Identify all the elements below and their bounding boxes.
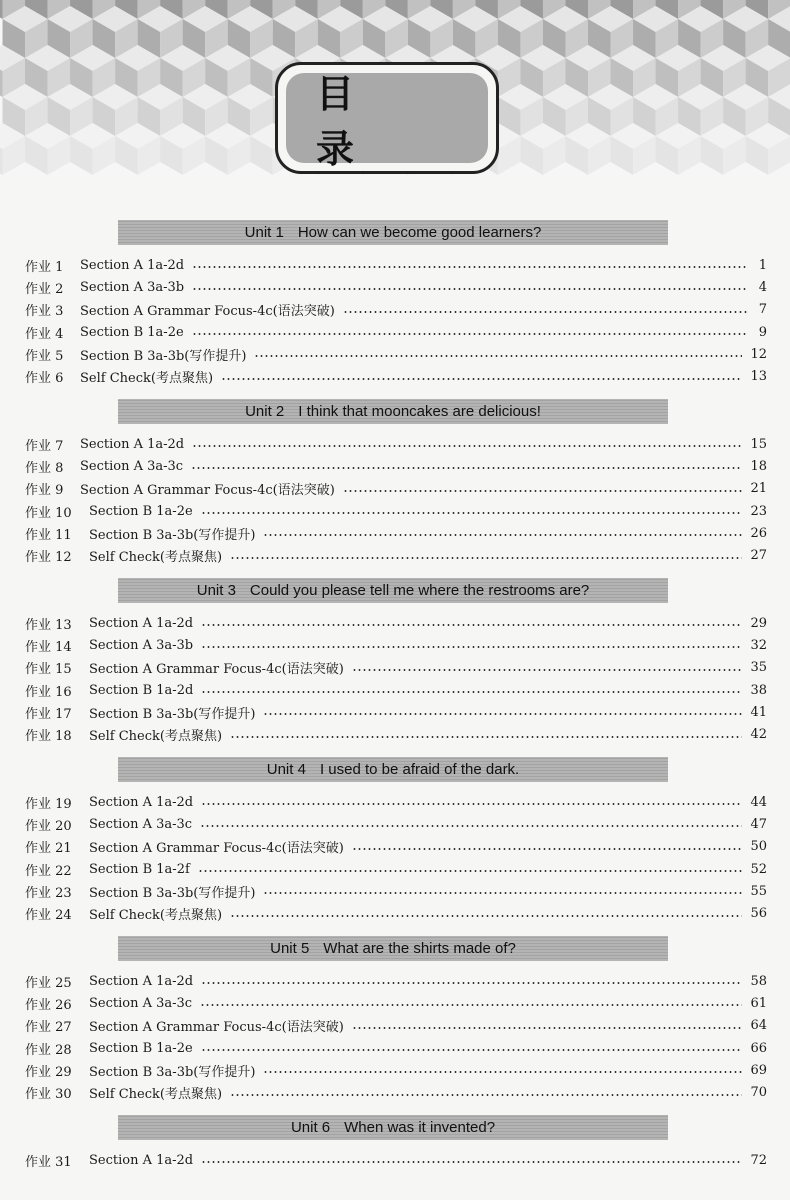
assignment-label: 作业 9 [25, 483, 64, 499]
assignment-label: 作业 1 [25, 259, 64, 275]
toc-entry[interactable] [25, 679, 767, 701]
dot-leader [254, 355, 742, 357]
toc-entry[interactable] [25, 522, 767, 544]
section-title: Section B 1a-2e [89, 503, 193, 519]
assignment-label: 作业 18 [25, 729, 72, 745]
assignment-label: 作业 13 [25, 617, 72, 633]
dot-leader [201, 803, 742, 805]
section-title: Section A Grammar Focus-4c(语法突破) [89, 1020, 344, 1036]
toc-entry[interactable] [25, 992, 767, 1014]
assignment-label: 作业 21 [25, 841, 72, 857]
assignment-label: 作业 29 [25, 1064, 72, 1080]
page-number: 9 [758, 324, 767, 340]
assignment-label: 作业 12 [25, 550, 72, 566]
unit-number: Unit 2 [245, 403, 285, 420]
assignment-label: 作业 22 [25, 863, 72, 879]
page-number: 42 [750, 727, 767, 743]
dot-leader [201, 1161, 742, 1163]
page-number: 66 [750, 1040, 767, 1056]
page-number: 12 [750, 346, 767, 362]
section-title: Section B 1a-2e [80, 324, 184, 340]
toc-entry[interactable] [25, 545, 767, 567]
section-title: Self Check(考点聚焦) [89, 729, 223, 745]
dot-leader [343, 311, 747, 313]
assignment-label: 作业 15 [25, 662, 72, 678]
assignment-label: 作业 11 [25, 527, 72, 543]
toc-entry[interactable] [25, 343, 767, 365]
page-number: 58 [750, 973, 767, 989]
page-number: 47 [750, 816, 767, 832]
assignment-label: 作业 31 [25, 1154, 72, 1170]
toc-entry[interactable] [25, 478, 767, 500]
toc-entry[interactable] [25, 276, 767, 298]
page-number: 1 [758, 257, 767, 273]
section-title: Section A 1a-2d [89, 1152, 194, 1168]
section-title: Section A Grammar Focus-4c(语法突破) [89, 662, 344, 678]
toc-entry[interactable] [25, 858, 767, 880]
dot-leader [201, 691, 742, 693]
page-number: 41 [750, 704, 767, 720]
dot-leader [263, 713, 742, 715]
assignment-label: 作业 7 [25, 438, 64, 454]
assignment-label: 作业 26 [25, 997, 72, 1013]
assignment-label: 作业 17 [25, 706, 72, 722]
assignment-label: 作业 5 [25, 348, 64, 364]
dot-leader [201, 1049, 743, 1051]
unit-number: Unit 5 [270, 940, 310, 957]
assignment-label: 作业 2 [25, 281, 64, 297]
dot-leader [230, 736, 742, 738]
section-title: Section A Grammar Focus-4c(语法突破) [80, 483, 335, 499]
toc-entry[interactable] [25, 634, 767, 656]
section-title: Section B 1a-2f [89, 861, 190, 877]
section-title: Section A 1a-2d [80, 257, 185, 273]
dot-leader [230, 915, 742, 917]
page-number: 21 [750, 481, 767, 497]
unit-number: Unit 1 [244, 224, 284, 241]
assignment-label: 作业 25 [25, 975, 72, 991]
dot-leader [263, 534, 742, 536]
dot-leader [230, 557, 742, 559]
section-title: Self Check(考点聚焦) [80, 371, 214, 387]
section-title: Section A 1a-2d [80, 436, 185, 452]
assignment-label: 作业 30 [25, 1087, 72, 1103]
section-title: Section A 3a-3c [89, 995, 193, 1011]
section-title: Section A 1a-2d [89, 615, 194, 631]
page-number: 13 [750, 369, 767, 385]
toc-entry[interactable] [25, 836, 767, 858]
page-number: 27 [750, 548, 767, 564]
toc-entry[interactable] [25, 1082, 767, 1104]
dot-leader [352, 848, 743, 850]
toc-entry[interactable] [25, 1037, 767, 1059]
dot-leader [192, 266, 747, 268]
unit-header [118, 578, 668, 603]
toc-entry[interactable] [25, 724, 767, 746]
assignment-label: 作业 4 [25, 326, 64, 342]
assignment-label: 作业 27 [25, 1020, 72, 1036]
toc-entry[interactable] [25, 433, 767, 455]
section-title: Section A 3a-3b [89, 637, 194, 653]
dot-leader [192, 333, 747, 335]
dot-leader [201, 512, 743, 514]
page-number: 32 [750, 637, 767, 653]
dot-leader [343, 490, 743, 492]
unit-header [118, 936, 668, 961]
page-number: 61 [750, 995, 767, 1011]
toc-entry[interactable] [25, 254, 767, 276]
assignment-label: 作业 20 [25, 818, 72, 834]
section-title: Section A 1a-2d [89, 794, 194, 810]
assignment-label: 作业 19 [25, 796, 72, 812]
dot-leader [192, 288, 747, 290]
dot-leader [200, 825, 742, 827]
assignment-label: 作业 10 [25, 505, 72, 521]
page-number: 64 [750, 1018, 767, 1034]
page-number: 44 [750, 794, 767, 810]
toc-entry[interactable] [25, 612, 767, 634]
toc-entry[interactable] [25, 903, 767, 925]
section-title: Section A 1a-2d [89, 973, 194, 989]
section-title: Self Check(考点聚焦) [89, 1087, 223, 1103]
toc-entry[interactable] [25, 791, 767, 813]
page-number: 38 [750, 682, 767, 698]
dot-leader [191, 467, 742, 469]
toc-entry[interactable] [25, 701, 767, 723]
toc-entry[interactable] [25, 366, 767, 388]
assignment-label: 作业 8 [25, 460, 64, 476]
assignment-label: 作业 28 [25, 1042, 72, 1058]
dot-leader [230, 1094, 742, 1096]
unit-title: What are the shirts made of? [323, 940, 516, 957]
dot-leader [352, 1027, 743, 1029]
assignment-label: 作业 14 [25, 639, 72, 655]
page-number: 26 [750, 525, 767, 541]
assignment-label: 作业 6 [25, 371, 64, 387]
dot-leader [352, 669, 743, 671]
assignment-label: 作业 23 [25, 885, 72, 901]
section-title: Section B 3a-3b(写作提升) [89, 885, 256, 901]
unit-title: I think that mooncakes are delicious! [298, 403, 541, 420]
unit-number: Unit 4 [266, 761, 306, 778]
page-number: 18 [750, 458, 767, 474]
dot-leader [201, 624, 742, 626]
toc-entry[interactable] [25, 970, 767, 992]
page-number: 4 [758, 279, 767, 295]
unit-header [118, 220, 668, 245]
unit-number: Unit 6 [290, 1119, 331, 1136]
toc-entry[interactable] [25, 813, 767, 835]
page-title: 目 录 [316, 72, 385, 171]
toc-entry[interactable] [25, 657, 767, 679]
toc-entry[interactable] [25, 880, 767, 902]
page-number: 29 [750, 615, 767, 631]
toc-entry[interactable] [25, 321, 767, 343]
assignment-label: 作业 24 [25, 908, 72, 924]
dot-leader [263, 892, 742, 894]
unit-title: How can we become good learners? [297, 224, 542, 241]
toc-entry[interactable] [25, 1059, 767, 1081]
page-number: 69 [750, 1062, 767, 1078]
section-title: Section B 1a-2e [89, 1040, 193, 1056]
dot-leader [221, 378, 742, 380]
page-number: 70 [750, 1085, 767, 1101]
assignment-label: 作业 3 [25, 304, 64, 320]
page-number: 35 [750, 660, 767, 676]
page-number: 23 [750, 503, 767, 519]
section-title: Self Check(考点聚焦) [89, 908, 223, 924]
toc-entry[interactable] [25, 1149, 767, 1171]
dot-leader [192, 445, 742, 447]
page-number: 52 [750, 861, 767, 877]
unit-header [118, 1115, 668, 1140]
dot-leader [200, 1004, 742, 1006]
unit-title: I used to be afraid of the dark. [319, 761, 520, 778]
assignment-label: 作业 16 [25, 684, 72, 700]
dot-leader [201, 982, 742, 984]
section-title: Section A 3a-3b [80, 279, 185, 295]
page-number: 15 [750, 436, 767, 452]
section-title: Section A 3a-3c [89, 816, 193, 832]
section-title: Self Check(考点聚焦) [89, 550, 223, 566]
page-number: 7 [758, 302, 767, 318]
unit-header [118, 757, 668, 782]
section-title: Section B 3a-3b(写作提升) [80, 348, 247, 364]
section-title: Section A Grammar Focus-4c(语法突破) [89, 841, 344, 857]
section-title: Section A Grammar Focus-4c(语法突破) [80, 304, 335, 320]
section-title: Section B 3a-3b(写作提升) [89, 1064, 256, 1080]
toc-entry[interactable] [25, 500, 767, 522]
page-number: 55 [750, 883, 767, 899]
dot-leader [263, 1071, 742, 1073]
unit-title: When was it invented? [344, 1119, 496, 1136]
section-title: Section B 1a-2d [89, 682, 194, 698]
section-title: Section B 3a-3b(写作提升) [89, 527, 256, 543]
unit-number: Unit 3 [196, 582, 236, 599]
dot-leader [201, 646, 742, 648]
page-number: 50 [750, 839, 767, 855]
dot-leader [198, 870, 743, 872]
unit-header [118, 399, 668, 424]
page-number: 56 [750, 906, 767, 922]
toc-entry[interactable] [25, 299, 767, 321]
unit-title: Could you please tell me where the restrooms are? [249, 582, 590, 599]
toc-entry[interactable] [25, 1015, 767, 1037]
section-title: Section B 3a-3b(写作提升) [89, 706, 256, 722]
page-number: 72 [750, 1152, 767, 1168]
section-title: Section A 3a-3c [80, 458, 184, 474]
toc-entry[interactable] [25, 455, 767, 477]
